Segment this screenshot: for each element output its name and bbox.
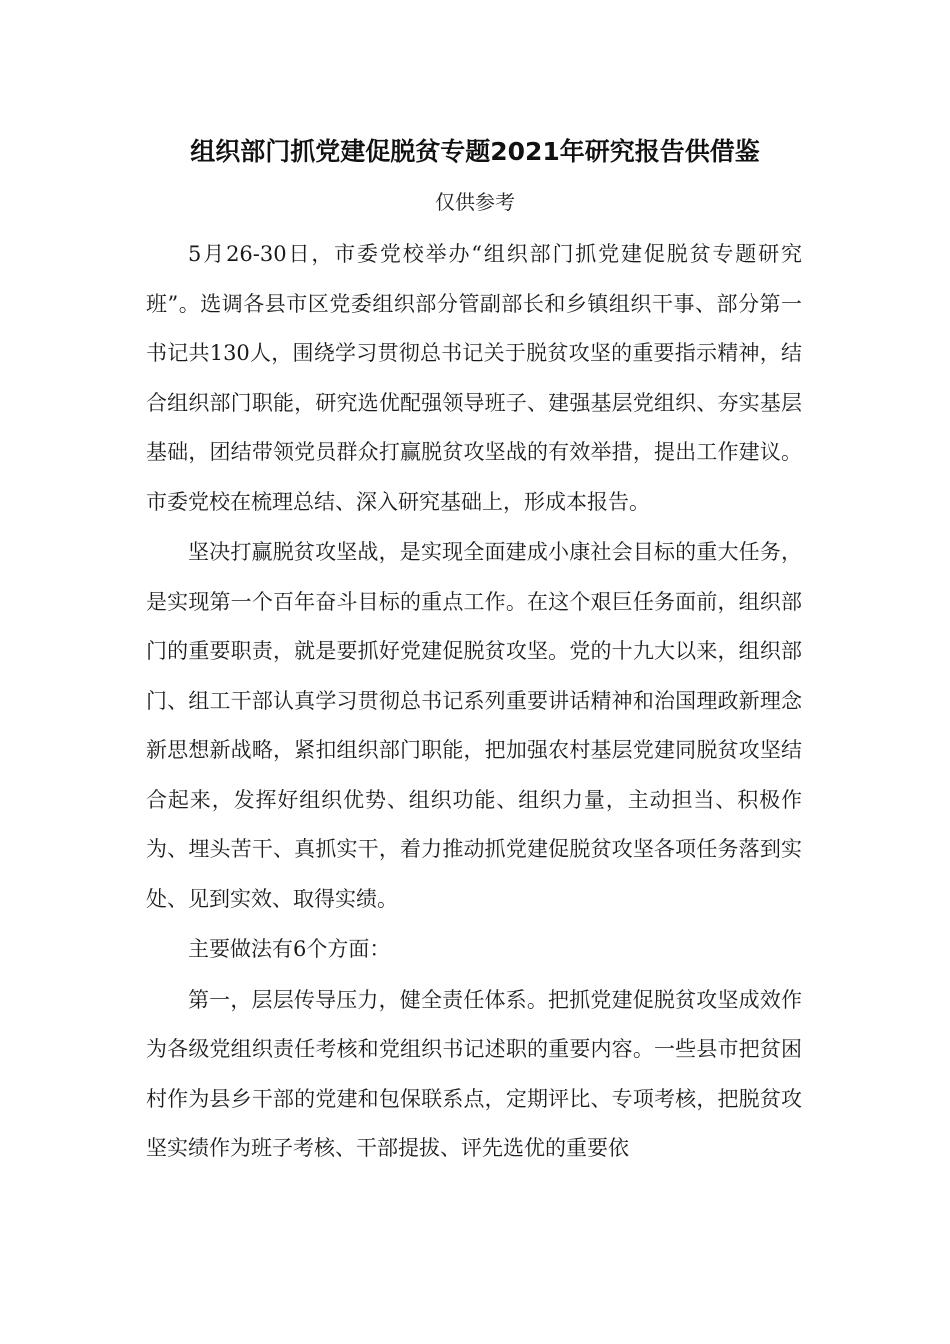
paragraph: 坚决打赢脱贫攻坚战，是实现全面建成小康社会目标的重大任务，是实现第一个百年奋斗目标的重点工作。在这个艰巨任务面前，组织部门的重要职责，就是要抓好党建促脱贫攻坚。党的十九大以来，组织部门、组工干部认真学习贯彻总书记系列重要讲话精神和治国理政新理念新思想新战略，紧扣组织部门职能，把加强农村基层党建同脱贫攻坚结合起来，发挥好组织优势、组织功能、组织力量，主动担当、积极作为、埋头苦干、真抓实干，着力推动抓党建促脱贫攻坚各项任务落到实处、见到实效、取得实绩。: [146, 540, 802, 911]
paragraph: 主要做法有6个方面：: [188, 937, 391, 961]
paragraph: 第一，层层传导压力，健全责任体系。把抓党建促脱贫攻坚成效作为各级党组织责任考核和党组织书记述职的重要内容。一些县市把贫困村作为县乡干部的党建和包保联系点，定期评比、专项考核，把脱贫攻坚实绩作为班子考核、干部提拔、评先选优的重要依: [146, 987, 802, 1160]
paragraph: 5月26-30日，市委党校举办“组织部门抓党建促脱贫专题研究班”。选调各县市区党委组织部分管副部长和乡镇组织干事、部分第一书记共130人，围绕学习贯彻总书记关于脱贫攻坚的重要指示精神，结合组织部门职能，研究选优配强领导班子、建强基层党组织、夯实基层基础，团结带领党员群众打赢脱贫攻坚战的有效举措，提出工作建议。市委党校在梳理总结、深入研究基础上，形成本报告。: [146, 242, 802, 514]
document-body: [146, 230, 802, 1175]
document-title: 组织部门抓党建促脱贫专题2021年研究报告供借鉴: [190, 137, 760, 166]
document-subtitle: 仅供参考: [435, 190, 515, 214]
